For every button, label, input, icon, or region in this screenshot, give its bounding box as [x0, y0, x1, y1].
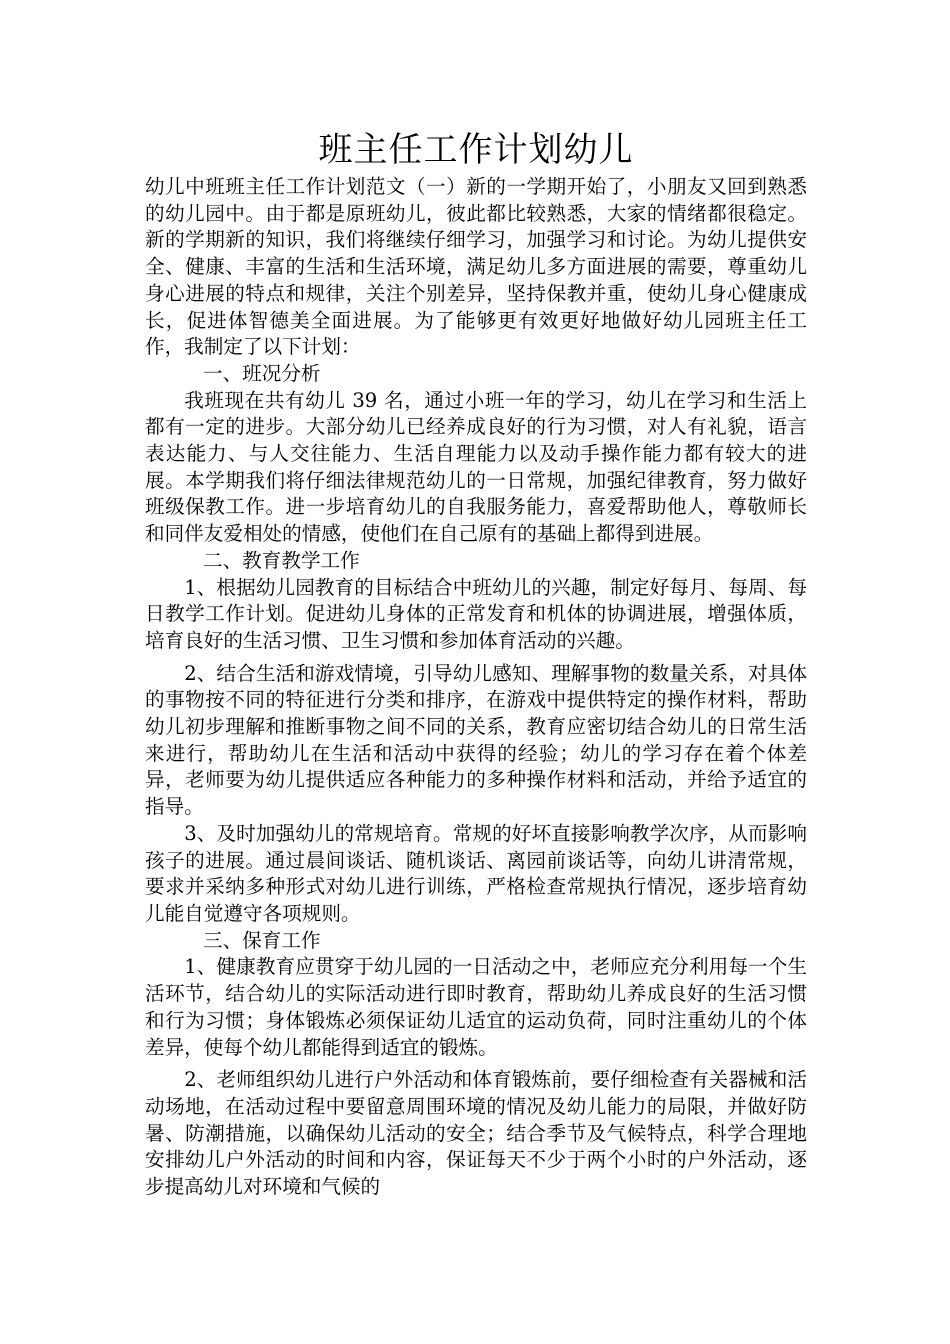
section-heading-teaching-work: 二、教育教学工作 [203, 548, 360, 572]
intro-paragraph: 幼儿中班班主任工作计划范文（一）新的一学期开始了，小朋友又回到熟悉的幼儿园中。由于都是原班幼儿，彼此都比较熟悉，大家的情绪都很稳定。新的学期新的知识，我们将继续仔细学习，加强学习和讨论。为幼儿提供安全、健康、丰富的生活和生活环境，满足幼儿多方面进展的需要，尊重幼儿身心进展的特点和规律，关注个别差异，坚持保教并重，使幼儿身心健康成长，促进体智德美全面进展。为了能够更有效更好地做好幼儿园班主任工作，我制定了以下计划： [145, 175, 807, 359]
section-heading-care-work: 三、保育工作 [203, 928, 321, 952]
document-title: 班主任工作计划幼儿 [318, 130, 634, 170]
document-page [145, 128, 807, 1201]
paragraph-care-1: 1、健康教育应贯穿于幼儿园的一日活动之中，老师应充分利用每一个生活环节，结合幼儿的实际活动进行即时教育，帮助幼儿养成良好的生活习惯和行为习惯；身体锻炼必须保证幼儿适宜的运动负荷，同时注重幼儿的个体差异，使每个幼儿都能得到适宜的锻炼。 [145, 955, 807, 1059]
paragraph-teaching-2: 2、结合生活和游戏情境，引导幼儿感知、理解事物的数量关系，对具体的事物按不同的特征进行分类和排序，在游戏中提供特定的操作材料，帮助幼儿初步理解和推断事物之间不同的关系，教育应密切结合幼儿的日常生活来进行，帮助幼儿在生活和活动中获得的经验；幼儿的学习存在着个体差异，老师要为幼儿提供适应各种能力的多种操作材料和活动，并给予适宜的指导。 [145, 661, 807, 819]
paragraph-teaching-3: 3、及时加强幼儿的常规培育。常规的好坏直接影响教学次序，从而影响孩子的进展。通过晨间谈话、随机谈话、离园前谈话等，向幼儿讲清常规，要求并采纳多种形式对幼儿进行训练，严格检查常规执行情况，逐步培育幼儿能自觉遵守各项规则。 [145, 821, 807, 925]
paragraph-class-analysis: 我班现在共有幼儿 39 名，通过小班一年的学习，幼儿在学习和生活上都有一定的进步。大部分幼儿已经养成良好的行为习惯，对人有礼貌，语言表达能力、与人交往能力、生活自理能力以及动手操作能力都有较大的进展。本学期我们将仔细法律规范幼儿的一日常规，加强纪律教育，努力做好班级保教工作。进一步培育幼儿的自我服务能力，喜爱帮助他人，尊敬师长和同伴友爱相处的情感，使他们在自己原有的基础上都得到进展。 [145, 388, 807, 546]
paragraph-care-2: 2、老师组织幼儿进行户外活动和体育锻炼前，要仔细检查有关器械和活动场地，在活动过程中要留意周围环境的情况及幼儿能力的局限，并做好防暑、防潮措施，以确保幼儿活动的安全；结合季节及气候特点，科学合理地安排幼儿户外活动的时间和内容，保证每天不少于两个小时的户外活动，逐步提高幼儿对环境和气候的 [145, 1068, 807, 1199]
paragraph-teaching-1: 1、根据幼儿园教育的目标结合中班幼儿的兴趣，制定好每月、每周、每日教学工作计划。促进幼儿身体的正常发育和机体的协调进展，增强体质，培育良好的生活习惯、卫生习惯和参加体育活动的兴趣。 [145, 575, 807, 652]
section-heading-class-analysis: 一、班况分析 [203, 361, 321, 385]
